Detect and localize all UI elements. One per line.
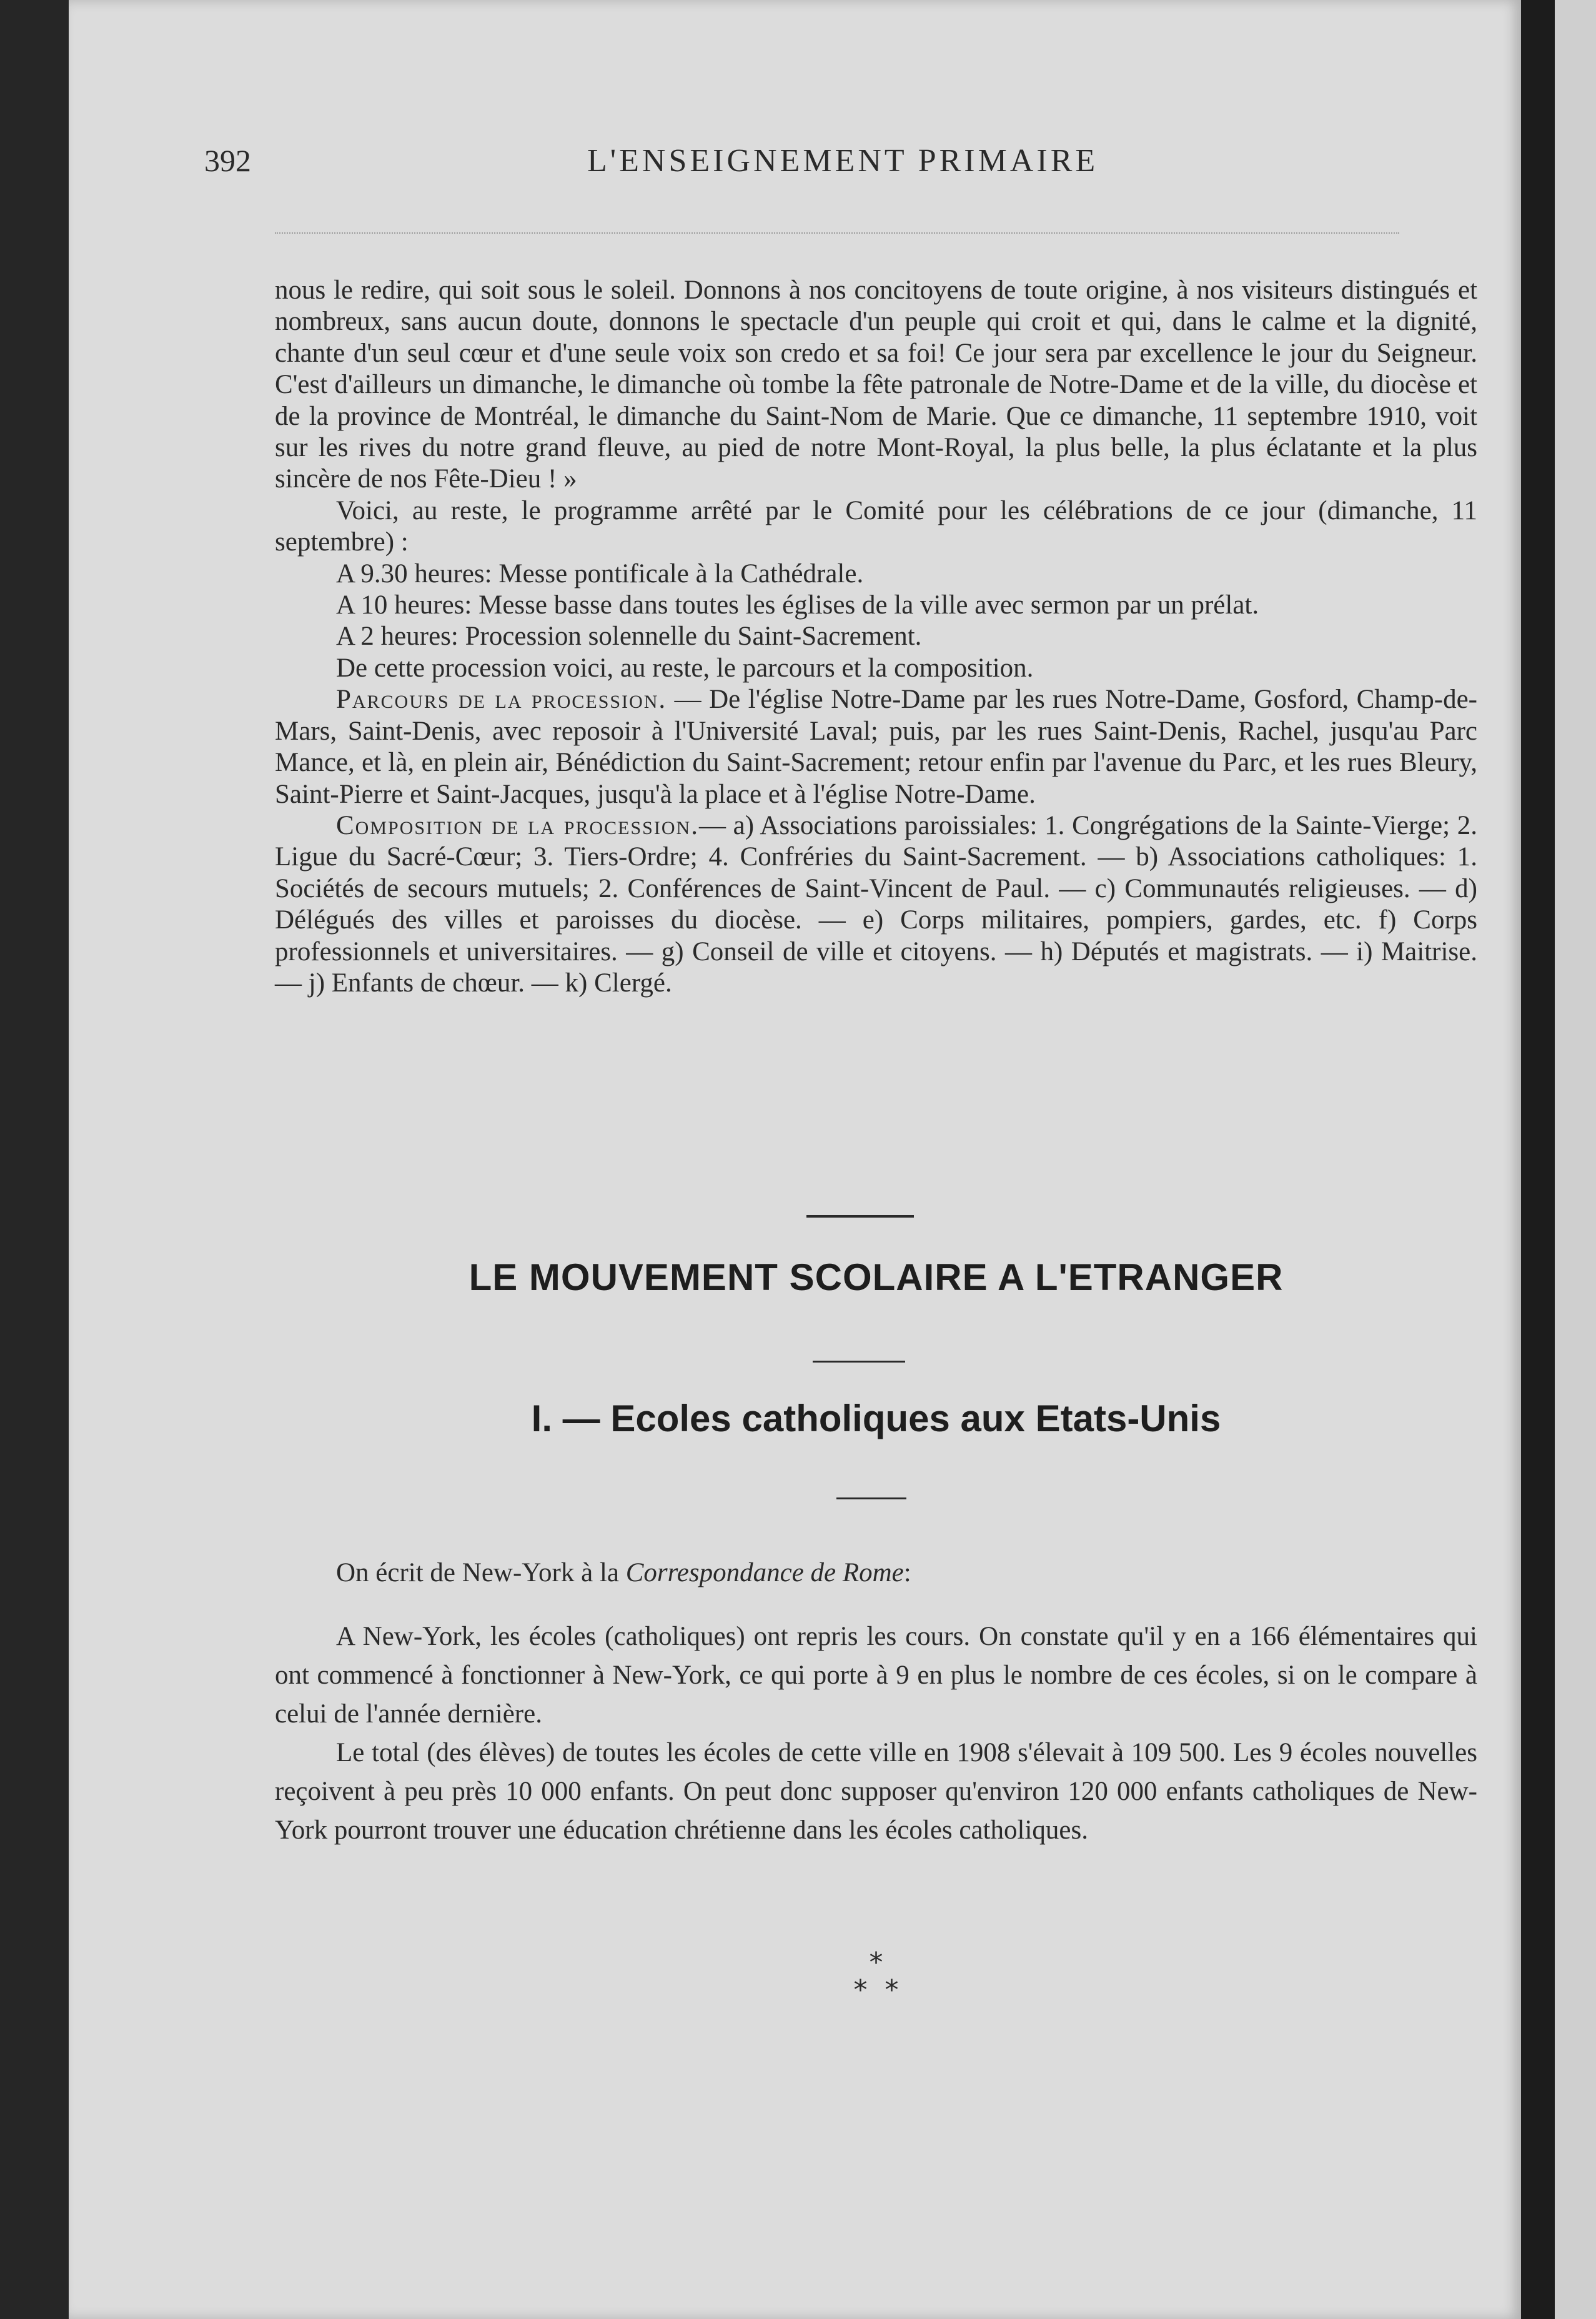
article-paragraph-2: Le total (des élèves) de toutes les écoles de cette ville en 1908 s'élevait à 109 500. Les 9 écoles nouvelles reçoivent à peu près 10 000 enfants. On peut donc supposer qu'environ 120 000 enfants catholiques de New-York pourront trouver une éducation chrétienne dans les écoles catholiques. (275, 1738, 1477, 1845)
article-body (275, 1554, 1477, 1850)
continued-article (275, 275, 1477, 999)
facing-page-edge (1555, 0, 1596, 2319)
paragraph-program-intro: Voici, au reste, le programme arrêté par le Comité pour les célébrations de ce jour (dimanche, 11 septembre) : (275, 495, 1477, 557)
program-item-mass-pontifical: A 9.30 heures: Messe pontificale à la Cathédrale. (336, 559, 864, 588)
facing-page-gutter (1521, 0, 1555, 2319)
running-title: L'ENSEIGNEMENT PRIMAIRE (587, 143, 1099, 179)
paragraph-procession-intro: De cette procession voici, au reste, le parcours et la composition. (336, 653, 1034, 683)
intro-prefix: On écrit de New-York à la (336, 1558, 626, 1587)
paragraph-procession-composition (275, 810, 1477, 999)
paragraph-continuation: nous le redire, qui soit sous le soleil. Donnons à nos concitoyens de toute origine, à nos visiteurs distingués et nombreux, sans aucun doute, donnons le spectacle d'un peuple qui croit et qui, dans le calme et la dignité, chante d'un seul cœur et d'une seule voix son credo et sa foi! Ce jour sera par excellence le jour du Seigneur. C'est d'ailleurs un dimanche, le dimanche où tombe la fête patronale de Notre-Dame et de la ville, du diocèse et de la province de Montréal, le dimanche du Saint-Nom de Marie. Que ce dimanche, 11 septembre 1910, voit sur les rives du notre grand fleuve, au pied de notre Mont-Royal, la plus belle, la plus éclatante et la plus sincère de nos Fête-Dieu ! » (275, 276, 1477, 494)
asterism-bottom: * * (853, 1974, 899, 2006)
asterism-top: * (869, 1947, 883, 1979)
intro-suffix: : (903, 1558, 911, 1587)
composition-label: Composition de la procession. (336, 810, 699, 840)
intro-source: Correspondance de Rome (625, 1558, 904, 1587)
program-item-procession: A 2 heures: Procession solennelle du Saint-Sacrement. (336, 622, 922, 652)
section-divider-bottom (836, 1497, 906, 1499)
subsection-title: I. — Ecoles catholiques aux Etats-Unis (531, 1398, 1221, 1439)
route-label: Parcours de la procession. (336, 685, 667, 715)
program-item-low-mass: A 10 heures: Messe basse dans toutes les églises de la ville avec sermon par un prélat. (336, 590, 1259, 620)
paragraph-procession-route (275, 684, 1477, 810)
article-intro (275, 1554, 1477, 1592)
asterism-ornament (275, 1949, 1477, 2004)
header-rule (275, 232, 1399, 234)
composition-text: — a) Associations paroissiales: 1. Congrégations de la Sainte-Vierge; 2. Ligue du Sacré-Cœur; 3. Tiers-Ordre; 4. Confréries du Saint-Sacrement. — b) Associations catholiques: 1. Sociétés de secours mutuels; 2. Conférences de Saint-Vincent de Paul. — c) Communautés religieuses. — d) Délégués des villes et paroisses du diocèse. — e) Corps militaires, pompiers, gardes, etc. f) Corps professionnels et universitaires. — g) Conseil de ville et citoyens. — h) Députés et magistrats. — i) Maitrise. — j) Enfants de chœur. — k) Clergé. (275, 810, 1477, 998)
page-number: 392 (204, 143, 251, 178)
article-paragraph-1: A New-York, les écoles (catholiques) ont repris les cours. On constate qu'il y en a 166 élémentaires qui ont commencé à fonctionner à New-York, ce qui porte à 9 en plus le nombre de ces écoles, si on le compare à celui de l'année dernière. (275, 1622, 1477, 1729)
route-text: — De l'église Notre-Dame par les rues Notre-Dame, Gosford, Champ-de-Mars, Saint-Denis, avec reposoir à l'Université Laval; puis, par les rues Saint-Denis, Rachel, jusqu'au Parc Mance, et là, en plein air, Bénédiction du Saint-Sacrement; retour enfin par l'avenue du Parc, et les rues Bleury, Saint-Pierre et Saint-Jacques, jusqu'à la place et à l'église Notre-Dame. (275, 685, 1478, 809)
scan-left-edge (0, 0, 69, 2319)
section-title: LE MOUVEMENT SCOLAIRE A L'ETRANGER (468, 1256, 1284, 1298)
section-divider-top (806, 1215, 914, 1218)
section-divider-middle (813, 1361, 905, 1363)
